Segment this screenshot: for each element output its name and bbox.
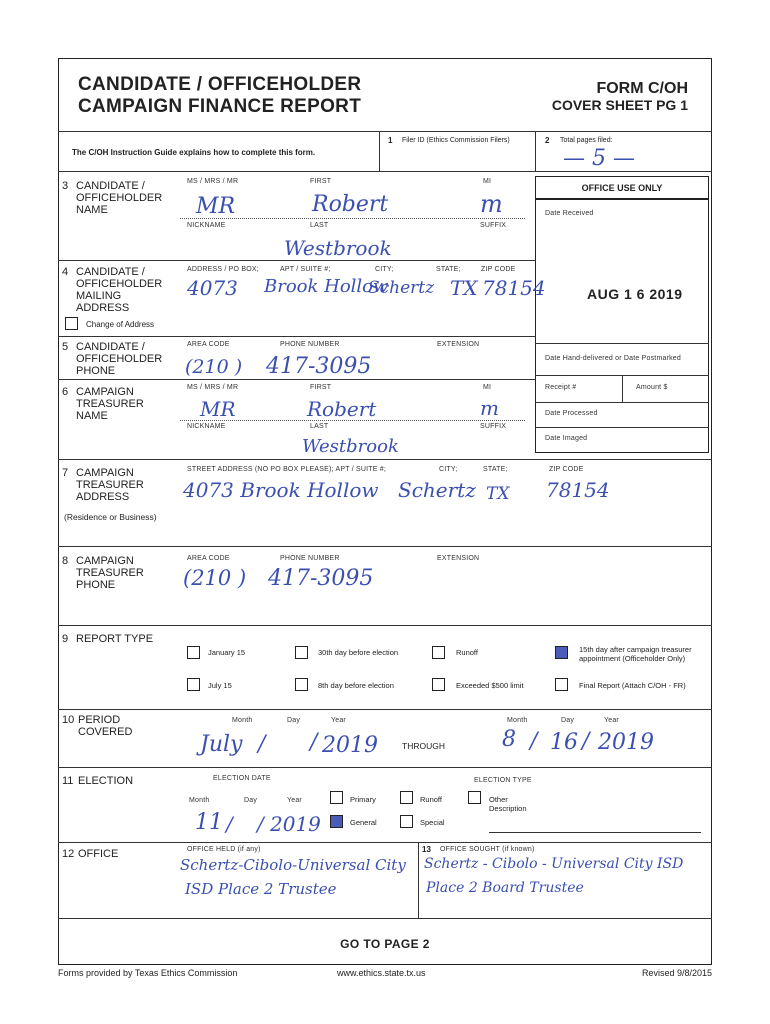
treasurer-suffix-label: SUFFIX bbox=[480, 423, 507, 430]
treasurer-phone-label: PHONE NUMBER bbox=[280, 555, 340, 562]
runoff-election-checkbox[interactable] bbox=[400, 791, 413, 804]
to-sep2: / bbox=[582, 729, 590, 754]
candidate-street[interactable]: 4073 bbox=[187, 276, 238, 300]
state-label: STATE; bbox=[436, 266, 461, 273]
from-sep2: / bbox=[310, 730, 318, 755]
election-sep1: / bbox=[226, 812, 233, 836]
filer-id-field[interactable] bbox=[382, 148, 532, 168]
phone-label: PHONE NUMBER bbox=[280, 341, 340, 348]
to-sep1: / bbox=[530, 729, 538, 754]
form-code: FORM C/OH bbox=[596, 80, 688, 97]
candidate-last[interactable]: Westbrook bbox=[284, 236, 392, 260]
office-held-label: OFFICE HELD (if any) bbox=[187, 846, 261, 853]
treasurer-city[interactable]: Schertz bbox=[398, 478, 476, 502]
form-title-2: CAMPAIGN FINANCE REPORT bbox=[78, 96, 362, 117]
to-day[interactable]: 16 bbox=[550, 730, 578, 755]
change-address-label: Change of Address bbox=[86, 320, 155, 329]
election-year[interactable]: 2019 bbox=[270, 812, 321, 836]
sec12-num: 12 bbox=[62, 848, 75, 860]
election-month-label: Month bbox=[189, 797, 210, 804]
general-checkbox[interactable] bbox=[330, 815, 343, 828]
from-day-label: Day bbox=[287, 717, 301, 724]
primary-label: Primary bbox=[350, 795, 376, 804]
candidate-title[interactable]: MR bbox=[196, 194, 236, 219]
treasurer-street[interactable]: 4073 Brook Hollow bbox=[183, 478, 379, 502]
election-day-label: Day bbox=[244, 797, 258, 804]
total-pages-label: Total pages filed: bbox=[560, 137, 613, 144]
candidate-zip[interactable]: 78154 bbox=[482, 276, 546, 300]
election-sep2: / bbox=[257, 812, 264, 836]
treasurer-last-label: LAST bbox=[310, 423, 329, 430]
candidate-first[interactable]: Robert bbox=[312, 192, 389, 217]
amount-label: Amount $ bbox=[636, 384, 668, 391]
sec7-num: 7 bbox=[62, 467, 69, 479]
sec10-num: 10 bbox=[62, 714, 75, 726]
candidate-area[interactable]: (210 ) bbox=[185, 356, 243, 378]
sec5-num: 5 bbox=[62, 341, 69, 353]
go-to-page-2[interactable]: GO TO PAGE 2 bbox=[340, 937, 430, 951]
treasurer-first-label: FIRST bbox=[310, 384, 332, 391]
day15-label: 15th day after campaign treasurer appointment (Officeholder Only) bbox=[579, 645, 692, 663]
jan15-checkbox[interactable] bbox=[187, 646, 200, 659]
office-sought-line2[interactable]: Place 2 Board Trustee bbox=[426, 880, 584, 896]
to-month[interactable]: 8 bbox=[502, 727, 516, 752]
candidate-mi[interactable]: m bbox=[480, 190, 503, 218]
last-label: LAST bbox=[310, 222, 329, 229]
runoff-checkbox[interactable] bbox=[432, 646, 445, 659]
sec12-label: OFFICE bbox=[78, 848, 119, 860]
sec8-num: 8 bbox=[62, 555, 69, 567]
change-address-checkbox[interactable] bbox=[65, 317, 78, 330]
nickname-label: NICKNAME bbox=[187, 222, 226, 229]
area-label: AREA CODE bbox=[187, 341, 230, 348]
imaged-label: Date Imaged bbox=[545, 435, 588, 442]
sec4-num: 4 bbox=[62, 266, 69, 278]
sec11-label: ELECTION bbox=[78, 775, 134, 787]
other-label: Other Description bbox=[489, 795, 527, 813]
election-type-label: ELECTION TYPE bbox=[474, 777, 532, 784]
day30-checkbox[interactable] bbox=[295, 646, 308, 659]
primary-checkbox[interactable] bbox=[330, 791, 343, 804]
treasurer-area-label: AREA CODE bbox=[187, 555, 230, 562]
from-sep1: / bbox=[258, 732, 266, 757]
office-sought-label: OFFICE SOUGHT (if known) bbox=[440, 846, 535, 853]
runoff-label: Runoff bbox=[456, 648, 478, 657]
sec5-label: CANDIDATE / OFFICEHOLDER PHONE bbox=[76, 341, 163, 377]
filer-id-num: 1 bbox=[388, 136, 393, 145]
to-year-label: Year bbox=[604, 717, 619, 724]
hand-delivered-label: Date Hand-delivered or Date Postmarked bbox=[545, 355, 681, 362]
treasurer-zip[interactable]: 78154 bbox=[546, 478, 610, 502]
sec7-label: CAMPAIGN TREASURER ADDRESS bbox=[76, 467, 144, 503]
total-pages-value[interactable]: — 5 — bbox=[563, 146, 635, 171]
day15-checkbox[interactable] bbox=[555, 646, 568, 659]
exceeded-checkbox[interactable] bbox=[432, 678, 445, 691]
from-month-label: Month bbox=[232, 717, 253, 724]
to-year[interactable]: 2019 bbox=[598, 730, 654, 755]
final-label: Final Report (Attach C/OH - FR) bbox=[579, 681, 686, 690]
addr-label: ADDRESS / PO BOX; bbox=[187, 266, 259, 273]
sec6-label: CAMPAIGN TREASURER NAME bbox=[76, 386, 144, 422]
runoff-election-label: Runoff bbox=[420, 795, 442, 804]
jul15-label: July 15 bbox=[208, 681, 232, 690]
jan15-label: January 15 bbox=[208, 648, 246, 657]
jul15-checkbox[interactable] bbox=[187, 678, 200, 691]
exceeded-label: Exceeded $500 limit bbox=[456, 681, 524, 690]
ext-label: EXTENSION bbox=[437, 341, 480, 348]
total-pages-num: 2 bbox=[545, 136, 550, 145]
footer-url[interactable]: www.ethics.state.tx.us bbox=[337, 968, 426, 978]
instruction-text: The C/OH Instruction Guide explains how to complete this form. bbox=[72, 148, 316, 157]
form-page: COVER SHEET PG 1 bbox=[551, 97, 688, 113]
mi-label: MI bbox=[483, 178, 492, 185]
sec4-label: CANDIDATE / OFFICEHOLDER MAILING ADDRESS bbox=[76, 266, 163, 314]
sec3-label: CANDIDATE / OFFICEHOLDER NAME bbox=[76, 180, 163, 216]
special-checkbox[interactable] bbox=[400, 815, 413, 828]
candidate-apt[interactable]: Brook Hollow bbox=[264, 276, 389, 297]
sec9-label: REPORT TYPE bbox=[76, 633, 154, 645]
received-stamp: AUG 1 6 2019 bbox=[587, 286, 683, 302]
treasurer-area[interactable]: (210 ) bbox=[183, 566, 247, 590]
treasurer-last[interactable]: Westbrook bbox=[302, 436, 399, 457]
date-received-label: Date Received bbox=[545, 210, 594, 217]
filer-id-label: Filer ID (Ethics Commission Filers) bbox=[402, 137, 510, 144]
general-label: General bbox=[350, 818, 377, 827]
through-label: THROUGH bbox=[402, 741, 445, 751]
footer-provider: Forms provided by Texas Ethics Commission bbox=[58, 968, 238, 978]
sec10-label: PERIOD COVERED bbox=[78, 714, 133, 738]
from-year[interactable]: 2019 bbox=[322, 733, 378, 758]
treasurer-title[interactable]: MR bbox=[200, 397, 236, 421]
sec9-num: 9 bbox=[62, 633, 69, 645]
treasurer-mi[interactable]: m bbox=[480, 396, 499, 420]
from-month[interactable]: July bbox=[200, 732, 243, 757]
treasurer-city-label: CITY; bbox=[439, 466, 458, 473]
form-title-1: CANDIDATE / OFFICEHOLDER bbox=[78, 74, 362, 95]
from-year-label: Year bbox=[331, 717, 346, 724]
office-sought-num: 13 bbox=[422, 845, 431, 854]
office-use-title: OFFICE USE ONLY bbox=[581, 183, 663, 193]
treasurer-phone[interactable]: 417-3095 bbox=[268, 566, 374, 591]
treasurer-nickname-label: NICKNAME bbox=[187, 423, 226, 430]
candidate-state[interactable]: TX bbox=[450, 276, 478, 300]
candidate-city[interactable]: Schertz bbox=[368, 278, 435, 298]
ms-label: MS / MRS / MR bbox=[187, 178, 239, 185]
final-checkbox[interactable] bbox=[555, 678, 568, 691]
candidate-phone[interactable]: 417-3095 bbox=[266, 354, 372, 379]
zip-label: ZIP CODE bbox=[481, 266, 516, 273]
treasurer-addr-label: STREET ADDRESS (NO PO BOX PLEASE); APT / SUITE #; bbox=[187, 466, 386, 473]
treasurer-ms-label: MS / MRS / MR bbox=[187, 384, 239, 391]
to-month-label: Month bbox=[507, 717, 528, 724]
office-held-line1[interactable]: Schertz-Cibolo-Universal City bbox=[180, 856, 406, 874]
sec8-label: CAMPAIGN TREASURER PHONE bbox=[76, 555, 144, 591]
footer-revised: Revised 9/8/2015 bbox=[641, 968, 712, 978]
office-sought-line1[interactable]: Schertz - Cibolo - Universal City ISD bbox=[424, 856, 684, 872]
treasurer-first[interactable]: Robert bbox=[307, 397, 377, 421]
treasurer-ext-label: EXTENSION bbox=[437, 555, 480, 562]
treasurer-state[interactable]: TX bbox=[486, 484, 510, 504]
sec3-num: 3 bbox=[62, 180, 69, 192]
day30-label: 30th day before election bbox=[318, 648, 399, 657]
sec11-num: 11 bbox=[62, 775, 74, 787]
apt-label: APT / SUITE #; bbox=[280, 266, 331, 273]
office-held-line2[interactable]: ISD Place 2 Trustee bbox=[185, 880, 337, 898]
day8-checkbox[interactable] bbox=[295, 678, 308, 691]
first-label: FIRST bbox=[310, 178, 332, 185]
treasurer-state-label: STATE; bbox=[483, 466, 508, 473]
treasurer-zip-label: ZIP CODE bbox=[549, 466, 584, 473]
receipt-label: Receipt # bbox=[545, 384, 577, 391]
to-day-label: Day bbox=[561, 717, 575, 724]
election-month[interactable]: 11 bbox=[195, 810, 223, 835]
election-date-label: ELECTION DATE bbox=[213, 775, 271, 782]
day8-label: 8th day before election bbox=[318, 681, 394, 690]
processed-label: Date Processed bbox=[545, 410, 598, 417]
sec6-num: 6 bbox=[62, 386, 69, 398]
treasurer-mi-label: MI bbox=[483, 384, 492, 391]
other-checkbox[interactable] bbox=[468, 791, 481, 804]
election-year-label: Year bbox=[287, 797, 302, 804]
city-label: CITY; bbox=[375, 266, 394, 273]
suffix-label: SUFFIX bbox=[480, 222, 507, 229]
sec7-note: (Residence or Business) bbox=[64, 512, 157, 522]
special-label: Special bbox=[420, 818, 445, 827]
